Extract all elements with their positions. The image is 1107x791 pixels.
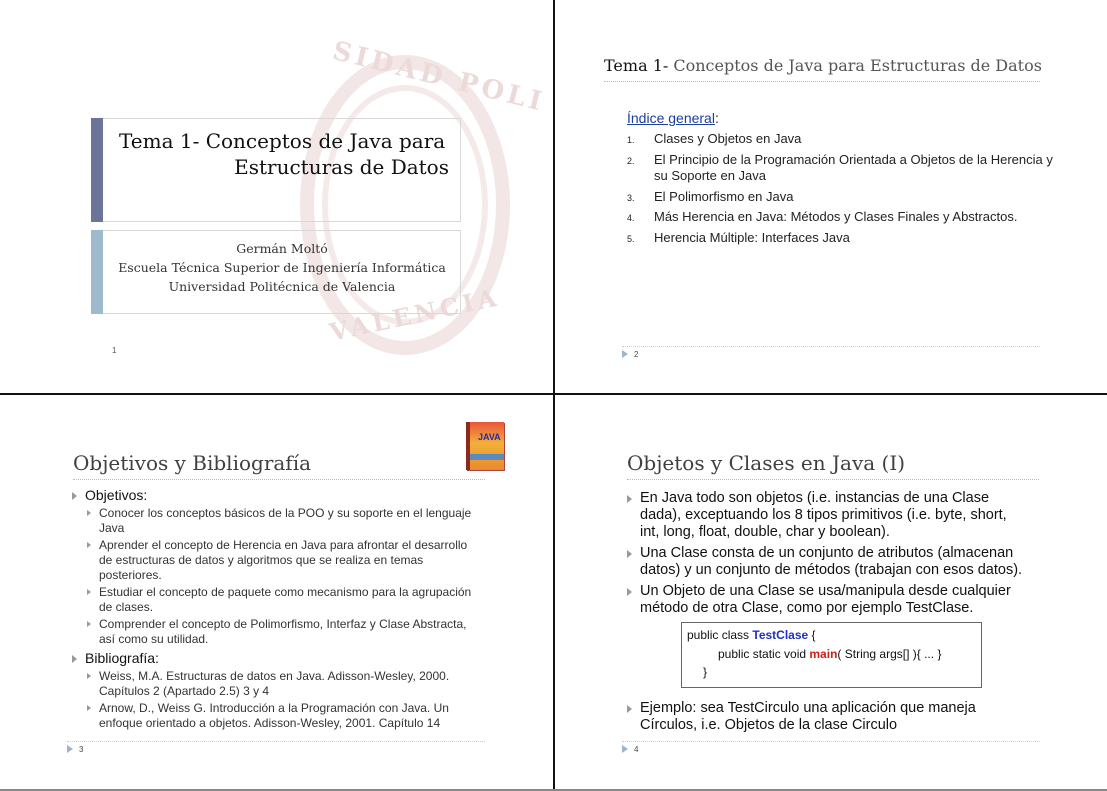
- item-number: 3.: [627, 192, 635, 203]
- code-text: public class: [687, 628, 753, 642]
- page-number: 3: [79, 745, 84, 754]
- list-item: [627, 209, 1067, 226]
- slide-1-title: [103, 128, 449, 180]
- item-number: 1.: [627, 135, 635, 145]
- page-number: 2: [634, 350, 639, 359]
- page-number: 1: [112, 346, 117, 355]
- list-item: Aprender el concepto de Herencia en Java para afrontar el desarrollo de estructuras de datos y algoritmos que se realiza en temas posteriores.: [72, 538, 472, 583]
- slide-1-subtitle: [103, 239, 461, 296]
- list-item: Weiss, M.A. Estructuras de datos en Java. Adisson-Wesley, 2000. Capítulos 2 (Apartado 2.5) 3 y 4: [72, 669, 472, 699]
- code-text: ( String args[] ){ ... }: [837, 647, 942, 661]
- code-text: {: [808, 628, 816, 642]
- list-item: Comprender el concepto de Polimorfismo, Interfaz y Clase Abstracta, así como su utilidad.: [72, 617, 472, 647]
- page-number: 4: [634, 745, 639, 754]
- item-number: 5.: [627, 233, 635, 244]
- slide-2-title: [604, 56, 1042, 75]
- title-underline: [627, 479, 1039, 480]
- index-list: [627, 131, 1067, 250]
- book-title: JAVA: [478, 432, 501, 442]
- list-item: Un Objeto de una Clase se usa/manipula desde cualquier método de otra Clase, como por ejemplo TestClase.: [627, 583, 1027, 617]
- slide-4-title: Objetos y Clases en Java (I): [627, 451, 906, 475]
- footer-arrow-icon: [622, 350, 628, 358]
- code-line-3: }: [703, 665, 708, 679]
- title-accent-bar: [91, 118, 103, 222]
- item-text: Más Herencia en Java: Métodos y Clases Finales y Abstractos.: [654, 209, 1018, 224]
- seal-text-bottom: VALENCIA: [326, 282, 503, 347]
- footer-rule: [622, 741, 1040, 742]
- list-item: [627, 189, 1067, 206]
- author-name: Germán Moltó: [236, 241, 328, 256]
- content-list: [72, 487, 472, 731]
- list-item: Ejemplo: sea TestCirculo una aplicación que maneja Círculos, i.e. Objetos de la clase Circulo: [627, 700, 1027, 734]
- index-label[interactable]: Índice general: [627, 110, 715, 126]
- title-rest: Conceptos de Java para Estructuras de Datos: [673, 56, 1042, 75]
- code-line-1: [687, 628, 816, 642]
- slide-2: [555, 0, 1107, 393]
- list-item: [627, 152, 1067, 185]
- item-text: Herencia Múltiple: Interfaces Java: [654, 229, 850, 245]
- code-text: public static void: [718, 647, 810, 661]
- title-line-2: Estructuras de Datos: [234, 155, 449, 179]
- item-number: 2.: [627, 155, 635, 166]
- item-text: Clases y Objetos en Java: [654, 131, 802, 146]
- list-item: Arnow, D., Weiss G. Introducción a la Programación con Java. Un enfoque orientado a objetos. Adisson-Wesley, 2001. Capítulo 14: [72, 701, 472, 731]
- title-underline: [73, 479, 485, 480]
- university-name: Universidad Politécnica de Valencia: [168, 279, 396, 294]
- code-class-name: TestClase: [752, 628, 809, 642]
- list-item: Conocer los conceptos básicos de la POO y su soporte en el lenguaje Java: [72, 506, 472, 536]
- index-colon: :: [714, 110, 719, 126]
- book-cover-image: [466, 422, 504, 470]
- book-band: [470, 454, 504, 460]
- item-text: El Principio de la Programación Orientada a Objetos de la Herencia y su Soporte en Java: [654, 151, 1053, 183]
- footer-rule: [67, 741, 485, 742]
- list-item: [627, 230, 1067, 247]
- title-line-1: Tema 1- Conceptos de Java para: [119, 129, 446, 153]
- slide-3-title: Objetivos y Bibliografía: [73, 451, 312, 475]
- index-link[interactable]: [627, 110, 719, 126]
- list-item: En Java todo son objetos (i.e. instancias de una Clase dada), exceptuando los 8 tipos primitivos (i.e. byte, short, int, long, float, double, char y boolean).: [627, 490, 1027, 541]
- item-text: El Polimorfismo en Java: [654, 188, 794, 204]
- footer-arrow-icon: [67, 745, 73, 753]
- bullet-list: [627, 490, 1027, 621]
- list-item: [627, 131, 1067, 148]
- slide-1: [0, 0, 553, 393]
- bibliografia-heading: Bibliografía:: [72, 650, 472, 667]
- book-spine: [466, 422, 470, 470]
- slide-4: [555, 395, 1107, 788]
- code-line-2: [718, 647, 941, 661]
- school-name: Escuela Técnica Superior de Ingeniería Informática: [118, 260, 446, 275]
- objetivos-heading: Objetivos:: [72, 487, 472, 504]
- footer-rule: [622, 346, 1040, 347]
- list-item: Estudiar el concepto de paquete como mecanismo para la agrupación de clases.: [72, 585, 472, 615]
- seal-text-top: SIDAD POLI: [329, 36, 549, 118]
- item-number: 4.: [627, 213, 635, 223]
- code-block: [681, 622, 982, 688]
- code-method-name: main: [809, 647, 838, 661]
- example-list: [627, 700, 1027, 738]
- title-underline: [604, 81, 1040, 82]
- subtitle-accent-bar: [91, 230, 103, 314]
- slide-3: [0, 395, 553, 788]
- title-prefix: Tema 1-: [604, 56, 669, 75]
- list-item: Una Clase consta de un conjunto de atributos (almacenan datos) y un conjunto de métodos (trabajan con esos datos).: [627, 545, 1027, 579]
- footer-arrow-icon: [622, 745, 628, 753]
